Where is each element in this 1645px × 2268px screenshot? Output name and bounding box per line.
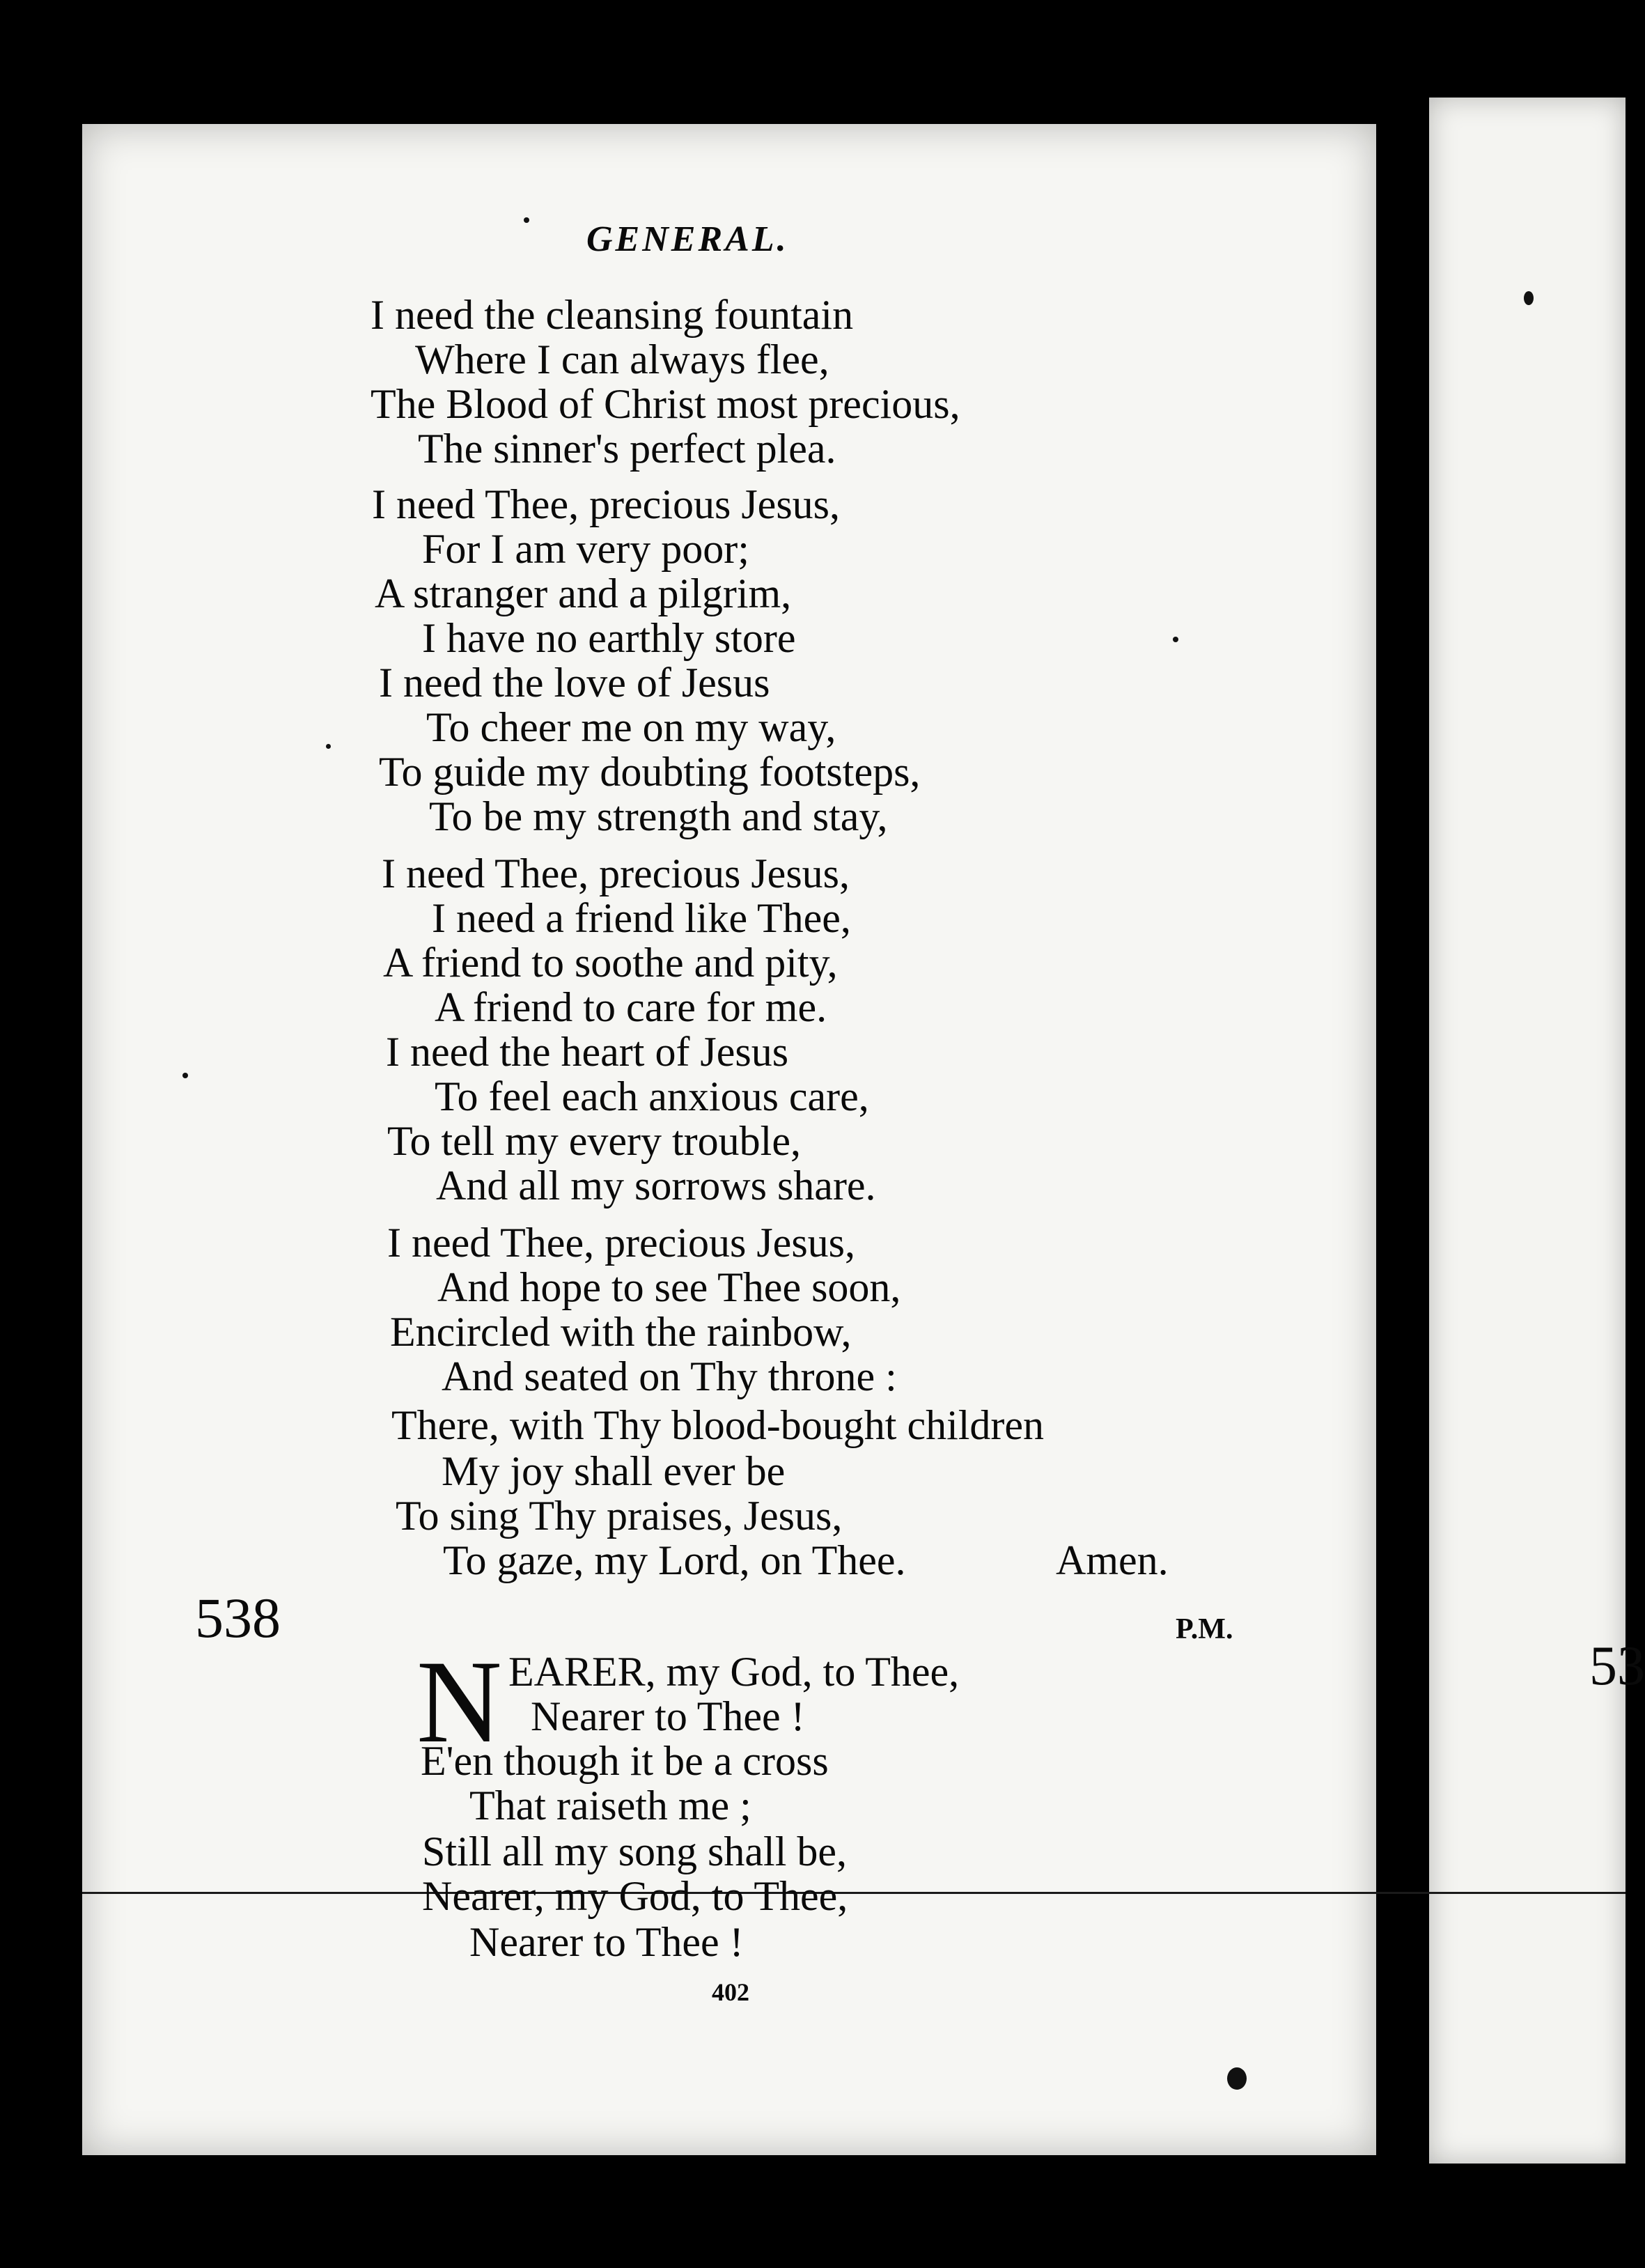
scan-speck	[326, 744, 331, 749]
verse-line: I have no earthly store	[422, 615, 796, 661]
verse-line: To gaze, my Lord, on Thee.	[443, 1537, 906, 1583]
verse-line: I need Thee, precious Jesus,	[382, 850, 850, 896]
verse-line: I need Thee, precious Jesus,	[387, 1220, 856, 1266]
verse-line: To cheer me on my way,	[426, 704, 836, 750]
verse-line: There, with Thy blood-bought children	[391, 1402, 1045, 1448]
verse-line: To tell my every trouble,	[387, 1118, 801, 1164]
verse-line: I need the heart of Jesus	[386, 1029, 789, 1075]
scan-speck	[182, 1073, 188, 1078]
verse-line: I need the cleansing fountain	[371, 292, 854, 338]
page-number: 402	[712, 1978, 749, 2006]
verse-line: That raiseth me ;	[469, 1782, 751, 1828]
amen-text: Amen.	[1056, 1537, 1169, 1583]
scan-speck	[1524, 291, 1534, 305]
verse-line: To sing Thy praises, Jesus,	[396, 1493, 843, 1539]
verse-line: My joy shall ever be	[442, 1448, 786, 1494]
verse-line: And hope to see Thee soon,	[437, 1264, 901, 1310]
verse-line: For I am very poor;	[422, 526, 749, 572]
scan-speck	[1173, 637, 1178, 642]
verse-line: E'en though it be a cross	[421, 1738, 829, 1784]
verse-line: A friend to care for me.	[435, 984, 827, 1030]
verse-line: A stranger and a pilgrim,	[375, 570, 792, 616]
hymn-number: 538	[195, 1586, 281, 1649]
verse-line: I need Thee, precious Jesus,	[372, 481, 841, 527]
drop-cap-initial: N	[416, 1636, 502, 1767]
verse-line: The sinner's perfect plea.	[418, 426, 836, 472]
verse-line: Nearer to Thee !	[531, 1693, 805, 1739]
adjacent-page-edge	[1429, 98, 1625, 2164]
verse-line: Where I can always flee,	[415, 336, 829, 382]
adjacent-page-hymn-number: 53	[1589, 1636, 1645, 1697]
hymn-meter: P.M.	[1176, 1613, 1233, 1645]
verse-line: Nearer, my God, to Thee,	[422, 1873, 848, 1919]
verse-line: A friend to soothe and pity,	[383, 940, 838, 986]
verse-line: To guide my doubting footsteps,	[379, 749, 921, 795]
verse-line: Nearer to Thee !	[469, 1919, 744, 1965]
verse-line: EARER, my God, to Thee,	[508, 1649, 960, 1695]
verse-line: The Blood of Christ most precious,	[371, 381, 960, 427]
verse-line: I need a friend like Thee,	[432, 895, 851, 941]
running-head: GENERAL.	[586, 219, 789, 259]
verse-line: Still all my song shall be,	[422, 1828, 847, 1874]
scan-speck	[524, 217, 529, 223]
verse-line: Encircled with the rainbow,	[390, 1309, 852, 1355]
verse-line: I need the love of Jesus	[379, 660, 770, 706]
verse-line: And seated on Thy throne :	[442, 1353, 897, 1399]
verse-line: To be my strength and stay,	[429, 793, 888, 839]
scan-speck	[1227, 2067, 1247, 2090]
scan-rule-line	[82, 1892, 1625, 1894]
verse-line: And all my sorrows share.	[436, 1163, 876, 1209]
verse-line: To feel each anxious care,	[435, 1073, 869, 1119]
